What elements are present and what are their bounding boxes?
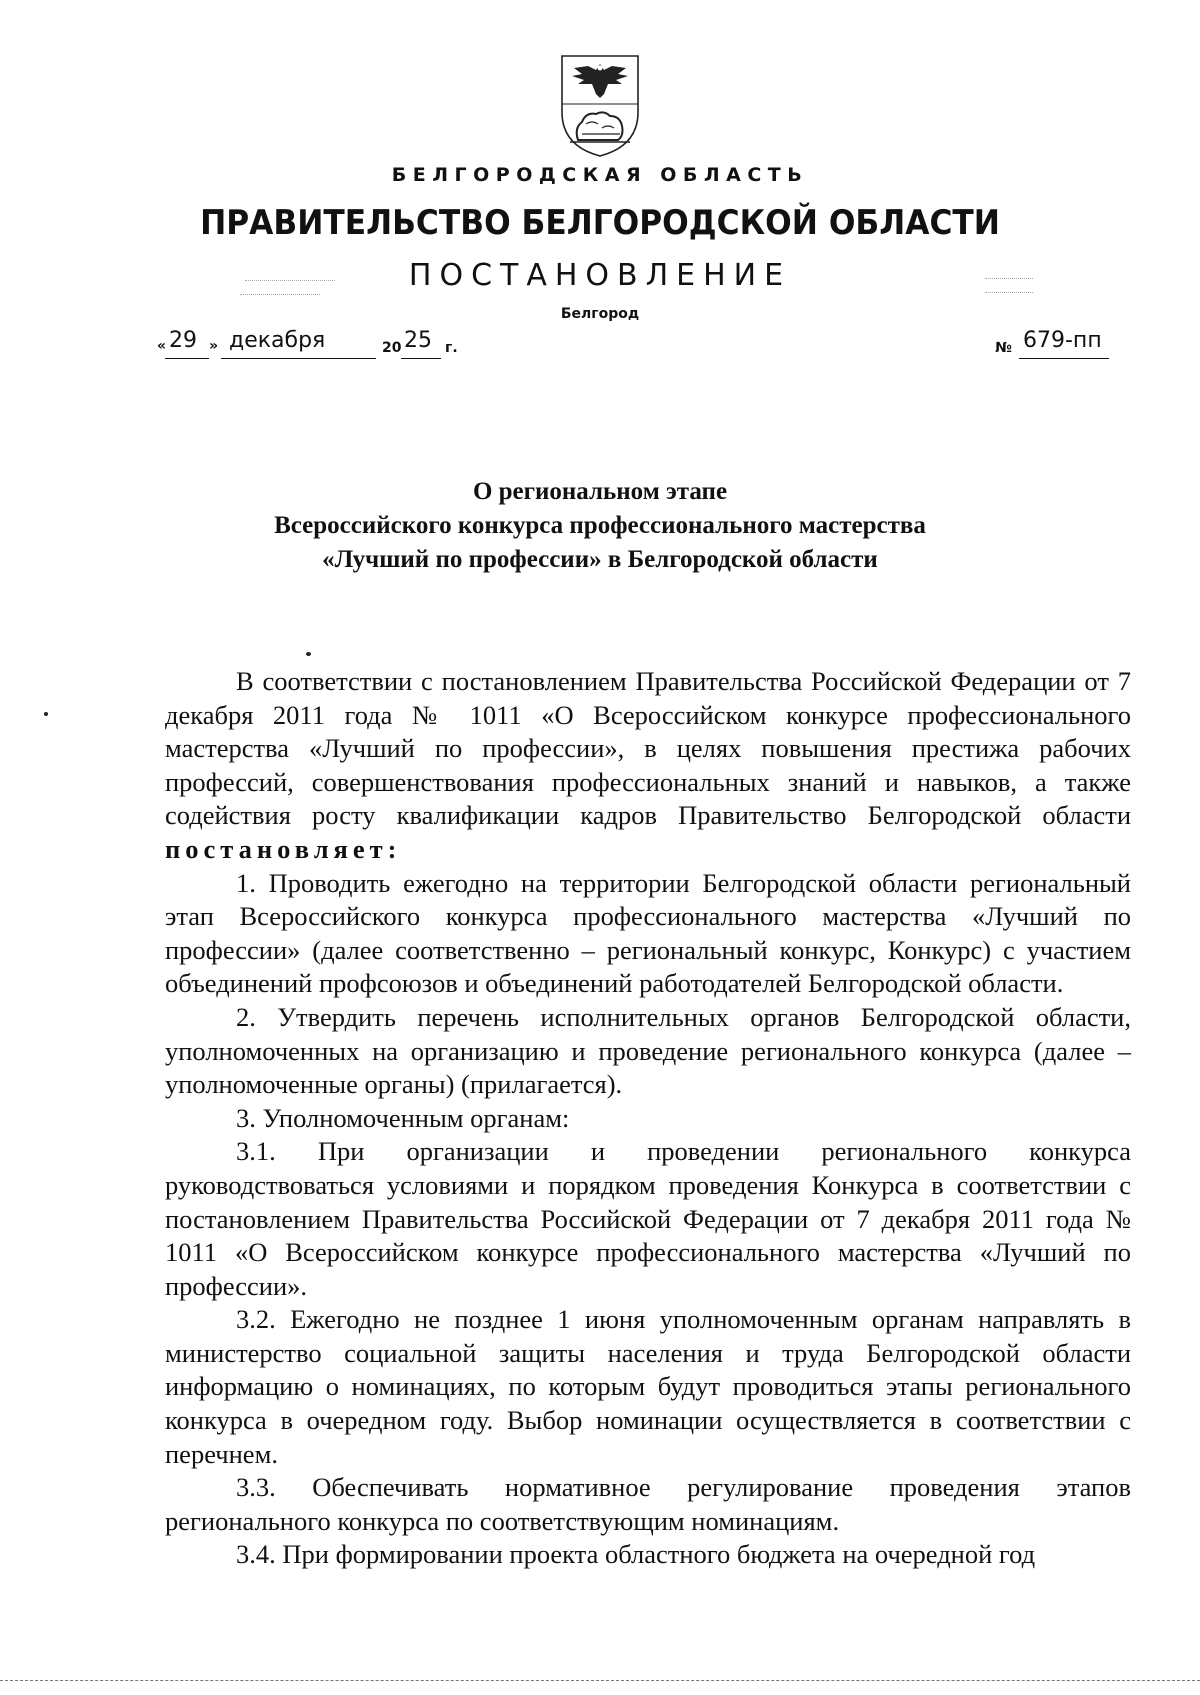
date-close-quote: »: [209, 338, 219, 354]
paragraph-3-1: 3.1. При организации и проведении регионального конкурса руководствоваться условиями и порядком проведения Конкурса в соответствии с постановлением Правительства Российской Федерации от 7 декабря 2011 года № 1011 «О Всероссийском конкурсе профессионального мастерства «Лучший по профессии».: [165, 1136, 1131, 1301]
preamble-paragraph: [165, 665, 1131, 867]
scan-speck: [306, 652, 311, 656]
paragraph-3-4: 3.4. При формировании проекта областного бюджета на очередной год: [236, 1539, 1036, 1570]
city-label: Белгород: [560, 306, 640, 322]
paragraph-3-2: 3.2. Ежегодно не позднее 1 июня уполномоченным органам направлять в министерство социальной защиты населения и труда Белгородской области информацию о номинациях, по которым будут проводиться этапы регионального конкурса в очередном году. Выбор номинации осуществляется в соответствии с перечнем.: [165, 1304, 1131, 1469]
faint-mark: [240, 294, 320, 295]
subject-line-3: «Лучший по профессии» в Белгородской области: [322, 546, 878, 573]
document-subject: [0, 475, 1200, 577]
number-value: 679-пп: [1023, 328, 1102, 353]
document-type: ПОСТАНОВЛЕНИЕ: [408, 258, 792, 293]
number-prefix: №: [995, 340, 1012, 356]
date-month: декабря: [229, 328, 326, 353]
date-year-underline: [401, 358, 441, 359]
preamble-text: В соответствии с постановлением Правительства Российской Федерации от 7 декабря 2011 года № 1011 «О Всероссийском конкурсе профессионального мастерства «Лучший по профессии», в целях повышения престижа рабочих профессий, совершенствования профессиональных знаний и навыков, а также содействия росту квалификации кадров Правительство Белгородской области: [165, 666, 1131, 831]
date-year-suffix: 25: [404, 328, 432, 353]
date-day-underline: [165, 358, 209, 359]
subject-line-1: О региональном этапе: [472, 478, 728, 505]
number-underline: [1019, 358, 1109, 359]
paragraph-3-3: 3.3. Обеспечивать нормативное регулирование проведения этапов регионального конкурса по соответствующим номинациям.: [165, 1472, 1131, 1536]
faint-mark: [245, 280, 335, 281]
document-number: [995, 330, 1115, 360]
belgorod-coat-of-arms-icon: [552, 50, 648, 160]
date-day: 29: [169, 328, 197, 353]
date-month-underline: [221, 358, 376, 359]
document-body: [165, 665, 1131, 1572]
paragraph-1: 1. Проводить ежегодно на территории Белгородской области региональный этап Всероссийского конкурса профессионального мастерства «Лучший по профессии» (далее соответственно – региональный конкурс, Конкурс) с участием объединений профсоюзов и объединений работодателей Белгородской области.: [165, 867, 1131, 999]
date-year-prefix: 20: [382, 340, 402, 356]
date-open-quote: «: [157, 338, 167, 354]
faint-mark: [985, 278, 1033, 279]
subject-line-2: Всероссийского конкурса профессионального мастерства: [274, 512, 926, 539]
page-bottom-edge: [0, 1680, 1200, 1681]
paragraph-3: 3. Уполномоченным органам:: [236, 1102, 570, 1133]
government-title: ПРАВИТЕЛЬСТВО БЕЛГОРОДСКОЙ ОБЛАСТИ: [200, 203, 1000, 243]
paragraph-2: 2. Утвердить перечень исполнительных органов Белгородской области, уполномоченных на организацию и проведение регионального конкурса (далее – уполномоченные органы) (прилагается).: [165, 1001, 1131, 1100]
resolves-word: постановляет:: [165, 833, 402, 864]
faint-mark: [985, 292, 1033, 293]
region-title: БЕЛГОРОДСКАЯ ОБЛАСТЬ: [391, 164, 809, 186]
scan-speck: [44, 712, 48, 716]
date-year-unit: г.: [445, 340, 458, 356]
